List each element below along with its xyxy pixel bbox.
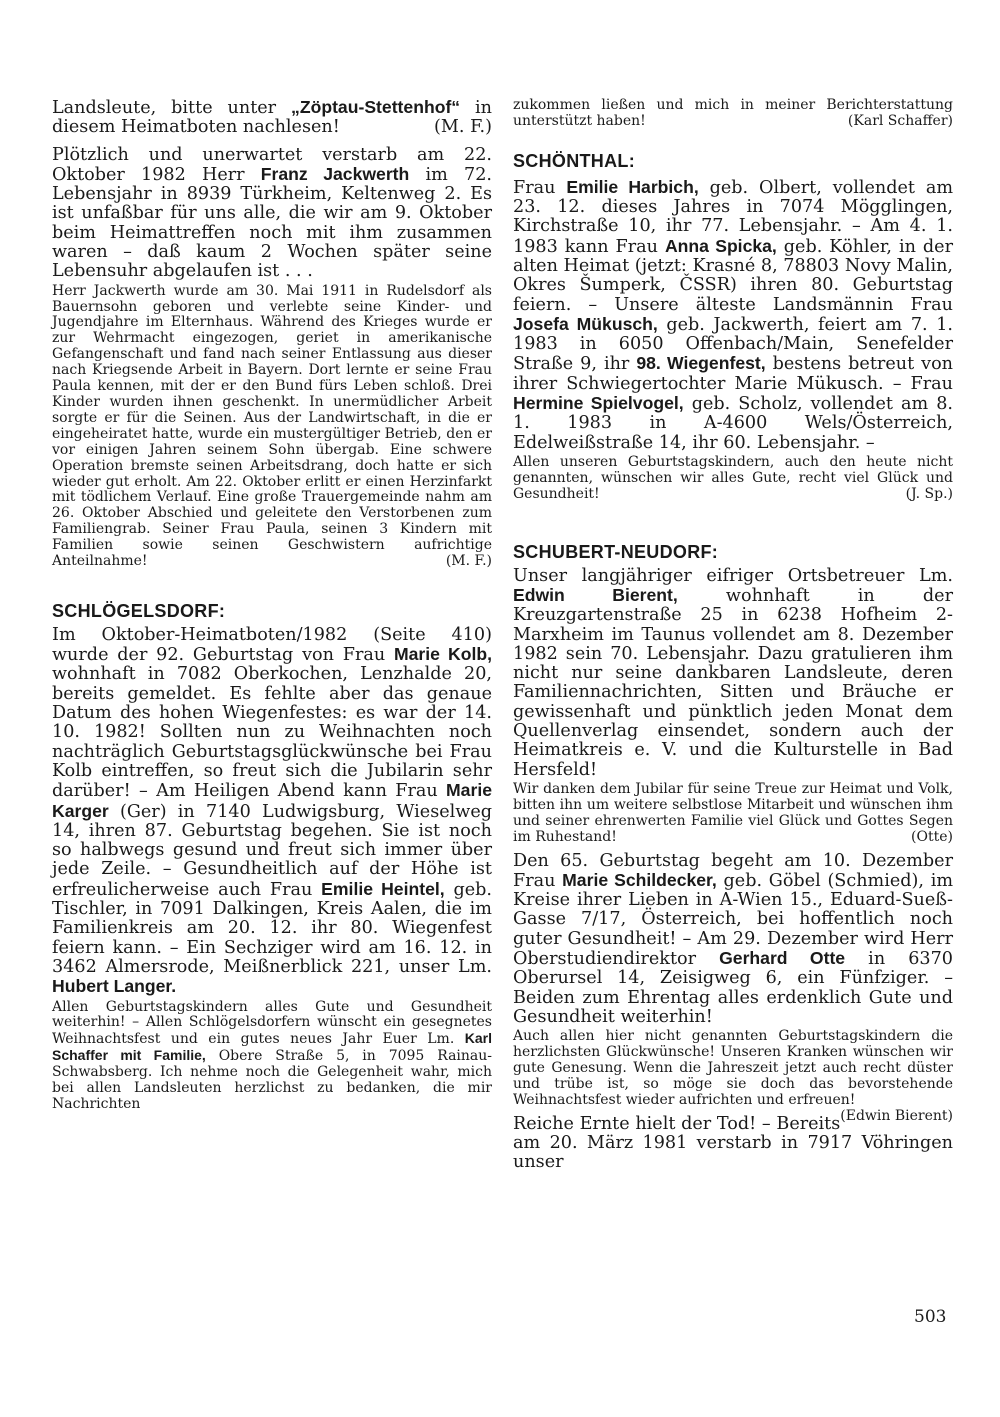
text: in 6370 Oberursel 14, Zeisigweg 6, ein Fünfziger. – Beiden zum Ehrentag alles erdenklich Gute und Gesundheit weiterhin! bbox=[513, 949, 953, 1027]
bold-name: Franz Jackwerth bbox=[260, 163, 410, 184]
text: (Ger) in 7140 Ludwigsburg, Wieselweg 14, ihren 87. Geburtstag begehen. Sie ist noch so halbwegs gesund und freut sich immer über jede Zeile. – Gesundheitlich auf der Höhe ist erfreulicherweise auch Frau bbox=[52, 801, 492, 900]
heading-schoenthal: SCHÖNTHAL: bbox=[513, 150, 635, 171]
bold-name: Emilie Harbich, bbox=[566, 176, 699, 197]
text: geb. Köhler, in der alten Heimat (jetzt: Krasné 8, 78803 Novy Malin, Okres Šumperk, ČSSR) ihren 80. Geburtstag feiern. – Unsere älteste Landsmännin Frau bbox=[513, 236, 953, 315]
left-paragraph-1 bbox=[52, 98, 492, 138]
text: im 72. Lebensjahr in 8939 Türkheim, Keltenweg 2. Es ist unfaßbar für uns alle, die wir am 9. Oktober beim Heimattreffen noch mit ihm zusammen waren – daß kaum 2 Wochen später seine Lebensuhr abgelaufen ist . . . bbox=[52, 164, 492, 282]
text: in diesem Heimatboten nachlesen! bbox=[52, 98, 492, 138]
right-paragraph-7 bbox=[513, 1028, 953, 1124]
text: zukommen ließen und mich in meiner Berichterstattung unterstützt haben! bbox=[513, 97, 953, 129]
bold-name: Josefa Mükusch, bbox=[513, 313, 658, 334]
bold-name: Edwin Bierent, bbox=[513, 584, 678, 605]
text: Plötzlich und unerwartet verstarb am 22. Oktober 1982 Herr bbox=[52, 144, 492, 185]
left-paragraph-2 bbox=[52, 146, 492, 282]
right-paragraph-4 bbox=[513, 567, 953, 780]
right-paragraph-2 bbox=[513, 178, 953, 453]
right-paragraph-5 bbox=[513, 782, 953, 846]
heading-schubert-neudorf: SCHUBERT-NEUDORF: bbox=[513, 541, 719, 562]
bold-name: Hubert Langer. bbox=[52, 976, 177, 997]
right-paragraph-6 bbox=[513, 852, 953, 1028]
left-paragraph-4 bbox=[52, 626, 492, 998]
text: geb. Scholz, vollendet am 8. 1. 1983 in A-4600 Wels/Österreich, Edelweißstraße 14, ihr 60. Lebensjahr. – bbox=[513, 394, 954, 453]
signature: (M. F.) bbox=[434, 117, 492, 138]
bold-name: Marie Schildecker, bbox=[562, 869, 717, 890]
text: geb. Jackwerth, feiert am 7. 1. 1983 in 6050 Offenbach/Main, Senefelder Straße 9, ihr bbox=[513, 314, 953, 375]
bold-name: „Zöptau-Stettenhof“ bbox=[291, 97, 461, 117]
text: Unser langjähriger eifriger Ortsbetreuer Lm. bbox=[513, 565, 953, 586]
left-column bbox=[52, 98, 492, 1113]
bold-name: Marie Karger bbox=[52, 780, 492, 821]
text: wohnhaft in 7082 Oberkochen, Lenzhalde 20, bereits gemeldet. Es fehlte aber das genaue Datum des hohen Wiegenfestes: es war der 14. 10. 1982! Sollten nun zu Weihnachten noch nachträglich Geburtstagsglückwünsche bei Frau Kolb eintreffen, so freut sich die Jubilarin sehr darüber! – Am Heiligen Abend kann Frau bbox=[52, 664, 492, 802]
bold-name: Marie Kolb, bbox=[393, 644, 492, 665]
right-paragraph-3 bbox=[513, 455, 953, 503]
signature: (Otte) bbox=[911, 828, 953, 845]
text: Allen unseren Geburtstagskindern, auch den heute nicht genannten, wünschen wir alles Gute, recht viel Glück und Gesundheit! bbox=[513, 453, 953, 502]
text: Frau bbox=[513, 177, 567, 198]
bold-name: Emilie Heintel, bbox=[321, 878, 445, 899]
signature: (J. Sp.) bbox=[905, 485, 953, 502]
text: geb. Olbert, vollendet am 23. 12. dieses Jahres in 7074 Mögglingen, Kirchstraße 10, ihr 77. Lebensjahr. – Am 4. 1. 1983 kann Frau bbox=[513, 177, 954, 257]
bold-name: 98. Wiegenfest, bbox=[636, 353, 766, 374]
page-number: 503 bbox=[914, 1307, 947, 1327]
bold-name: Karl Schaffer mit Familie, bbox=[52, 1030, 492, 1064]
bold-name: Anna Spicka, bbox=[664, 235, 777, 256]
text: Landsleute, bitte unter bbox=[52, 98, 292, 118]
text: Obere Straße 5, in 7095 Rainau-Schwabsberg. Ich nehme noch die Gelegenheit wahr, mich bei allen Landsleuten herzlichst zu bedanken, die mir Nachrichten bbox=[52, 1048, 492, 1112]
text: Auch allen hier nicht genannten Geburtstagskindern die herzlichsten Glückwünsche! Unseren Kranken wünschen wir gute Genesung. Wenn die Jahreszeit jetzt auch recht düster und trübe ist, so möge sie doch das bevorstehende Weihnachtsfest wieder aufrichten und erfreuen! bbox=[513, 1028, 953, 1108]
text: Herr Jackwerth wurde am 30. Mai 1911 in Rudelsdorf als Bauernsohn geboren und verlebte seine Kinder- und Jugendjahre im Elternhaus. Während des Krieges wurde er zur Wehrmacht eingezogen, geriet in amerikanische Gefangenschaft und fand nach seiner Entlassung aus dieser nach Kriegsende Arbeit in Bayern. Dort lernte er seine Frau Paula kennen, mit der er den Bund fürs Leben schloß. Drei Kinder wurden ihnen geschenkt. In unermüdlicher Arbeit sorgte er für die Seinen. Aus der Landwirtschaft, in die er eingeheiratet hatte, wurde ein mustergültiger Betrieb, den er vor einigen Jahren seinem Sohn übergab. Eine schwere Operation bremste seinen Arbeitsdrang, doch hatte er sich wieder gut erholt. Am 22. Oktober erlitt er einen Herzinfarkt mit tödlichem Verlauf. Eine große Trauergemeinde nahm am 26. Oktober Abschied und geleitete den Verstorbenen zum Familiengrab. Seiner Frau Paula, seinen 3 Kindern mit Familien sowie seinen Geschwistern aufrichtige Anteilnahme! bbox=[52, 282, 492, 570]
text: Reiche Ernte hielt der Tod! – Bereits am 20. März 1981 verstarb in 7917 Vöhringen unser bbox=[513, 1113, 953, 1173]
right-column bbox=[513, 98, 953, 1173]
signature: (Karl Schaffer) bbox=[847, 112, 953, 129]
heading-schloegelsdorf: SCHLÖGELSDORF: bbox=[52, 600, 226, 621]
text: wohnhaft in der Kreuzgartenstraße 25 in 6238 Hofheim 2-Marxheim im Taunus vollendet am 8. Dezember 1982 sein 70. Lebensjahr. Dazu gratulieren ihm nicht nur seine dankbaren Landsleute, deren Familiennachrichten, Sitten und Bräuche er gewissenhaft und pünktlich jeden Monat dem Quellenverlag einsendet, sondern auch der Heimatkreis e. V. und die Kulturstelle in Bad Hersfeld! bbox=[513, 585, 953, 780]
left-paragraph-5 bbox=[52, 1000, 492, 1113]
text: Wir danken dem Jubilar für seine Treue zur Heimat und Volk, bitten ihn um weitere selbstlose Mitarbeit und wünschen ihm und seiner ehrenwerten Familie viel Glück und Gottes Segen im Ruhestand! bbox=[513, 780, 953, 845]
signature: (Edwin Bierent) bbox=[840, 1107, 953, 1124]
text: bestens betreut von ihrer Schwiegertochter Marie Mükusch. – Frau bbox=[513, 354, 953, 394]
text: geb. Tischler, in 7091 Dalkingen, Kreis Aalen, die im Familienkreis am 20. 12. ihr 80. Wiegenfest feiern kann. – Ein Sechziger wird am 16. 12. in 3462 Almersrode, Meißnerblick 221, unser Lm. bbox=[52, 879, 492, 977]
text: Den 65. Geburtstag begeht am 10. Dezember Frau bbox=[513, 850, 953, 891]
text: Allen Geburtstagskindern alles Gute und Gesundheit weiterhin! – Allen Schlögelsdorfern wünscht ein gesegnetes Weihnachtsfest und ein gutes neues Jahr Euer Lm. bbox=[52, 998, 492, 1048]
signature: (M. F.) bbox=[445, 552, 492, 569]
text: geb. Göbel (Schmied), im Kreise ihrer Lieben in A-Wien 15., Eduard-Sueß-Gasse 7/17, Österreich, bei hoffentlich noch guter Gesundheit! – Am 29. Dezember wird Herr Oberstudiendirektor bbox=[513, 870, 954, 970]
text: Im Oktober-Heimatboten/1982 (Seite 410) wurde der 92. Geburtstag von Frau bbox=[52, 624, 492, 666]
bold-name: Hermine Spielvogel, bbox=[513, 393, 684, 414]
bold-name: Gerhard Otte bbox=[719, 948, 846, 969]
left-paragraph-3 bbox=[52, 284, 492, 570]
right-paragraph-1 bbox=[513, 98, 953, 130]
